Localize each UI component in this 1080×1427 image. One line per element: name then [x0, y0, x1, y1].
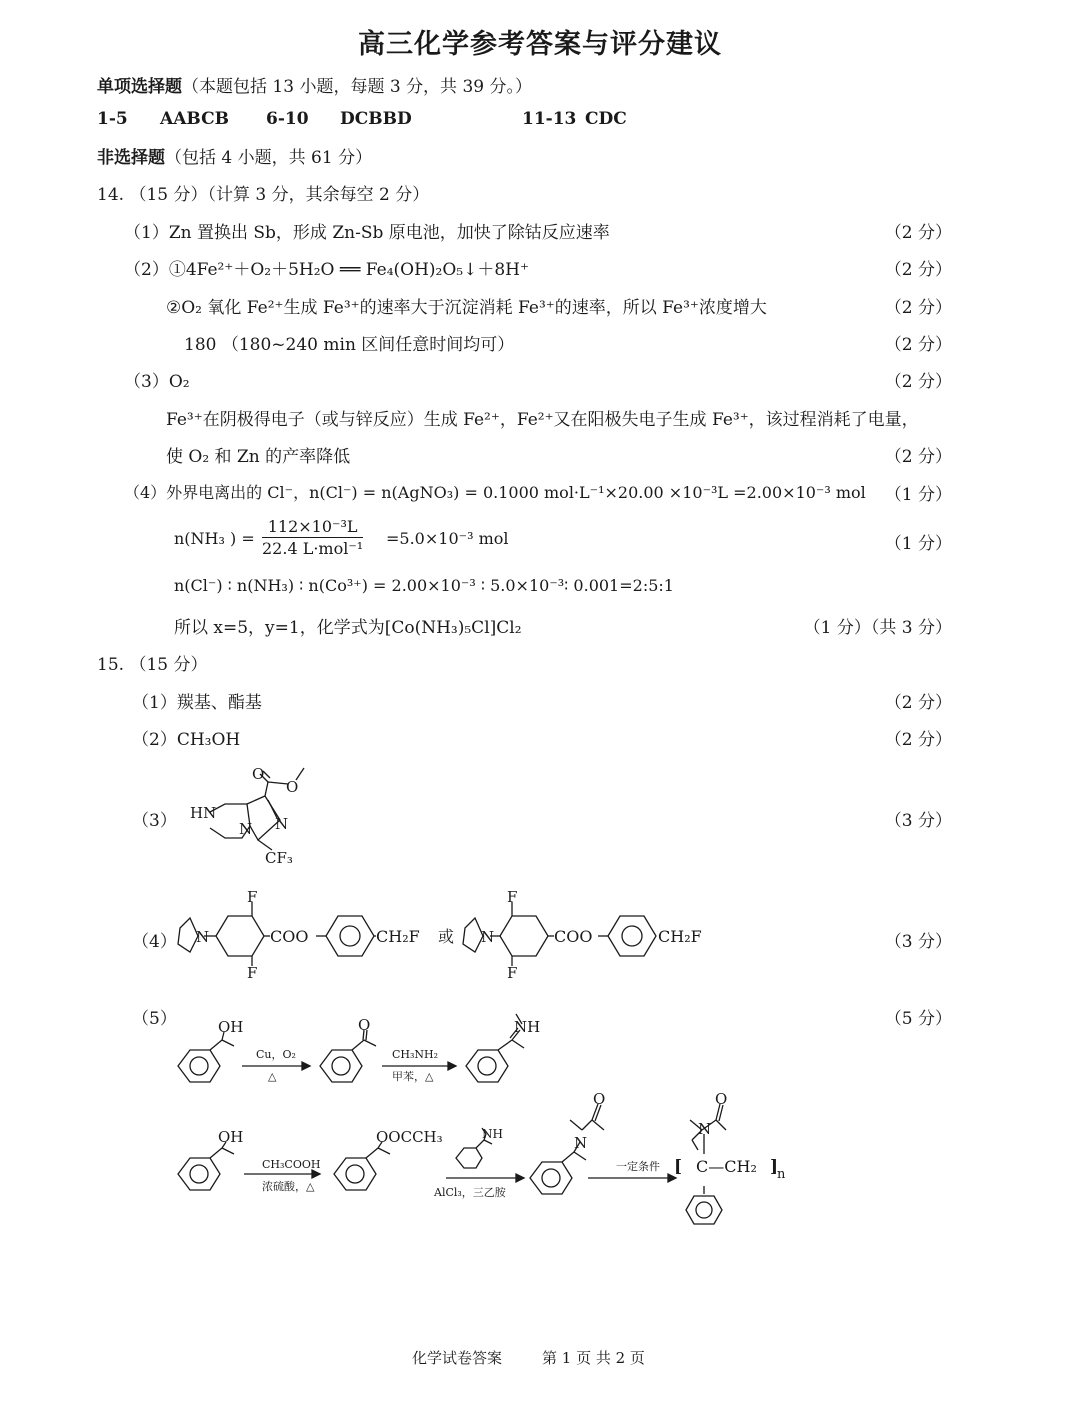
q14-part4b-score: （1 分）	[884, 534, 952, 554]
q14-part4b-lhs: n(NH₃ ) =	[174, 529, 255, 548]
q15-part5-route1	[170, 1010, 570, 1100]
q14-part3c-score: （2 分）	[884, 447, 952, 467]
carbonyl-oxygen-label: O	[252, 765, 265, 783]
q14-part1-score: （2 分）	[884, 223, 952, 243]
q14-part4a: （4）外界电离出的 Cl⁻，n(Cl⁻) = n(AgNO₃) = 0.1000 mol·L⁻¹×20.00 ×10⁻³L =2.00×10⁻³ mol	[124, 483, 866, 502]
polymer-bracket-right: ]	[770, 1157, 779, 1177]
mc-note: （本题包括 13 小题，每题 3 分，共 39 分。）	[182, 77, 533, 97]
q14-part2a-score: （2 分）	[884, 260, 952, 280]
struct-b-f-top: F	[507, 888, 518, 906]
bridge-n-label: N	[239, 820, 253, 838]
cond3-bottom: 浓硫酸，△	[262, 1180, 315, 1193]
q15-part4-label: （4）	[132, 932, 177, 952]
mc-answers-3: CDC	[585, 109, 627, 129]
struct-b-coo: COO	[554, 927, 593, 946]
q14-part4d-score: （1 分）（共 3 分）	[803, 618, 952, 638]
q15-part1-score: （2 分）	[884, 693, 952, 713]
q15-part3-label: （3）	[132, 811, 177, 831]
nonmc-heading: 非选择题	[97, 148, 165, 168]
mc-section-heading	[97, 72, 532, 97]
cond4-bottom: AlCl₃，三乙胺	[434, 1186, 506, 1199]
fraction-numerator: 112×10⁻³L	[262, 517, 363, 538]
q15-part3-structure	[180, 760, 330, 870]
q15-part4-structures	[170, 888, 730, 988]
q14-part3c: 使 O₂ 和 Zn 的产率降低	[166, 447, 351, 467]
q14-part3a-score: （2 分）	[884, 372, 952, 392]
page-title: 高三化学参考答案与评分建议	[358, 29, 722, 60]
struct-b-n-label: N	[481, 928, 495, 946]
q14-part2c: 180 （180~240 min 区间任意时间均可）	[184, 335, 515, 355]
q14-part2b: ②O₂ 氧化 Fe²⁺生成 Fe³⁺的速率大于沉淀消耗 Fe³⁺的速率，所以 Fe³⁺浓度增大	[166, 298, 767, 318]
q14-part1: （1）Zn 置换出 Sb，形成 Zn-Sb 原电池，加快了除钴反应速率	[124, 223, 610, 243]
cond5-top: 一定条件	[616, 1160, 660, 1173]
cond2-bottom: 甲苯，△	[392, 1070, 434, 1083]
struct-b-ch2f: CH₂F	[658, 927, 702, 946]
q15-header: 15. （15 分）	[97, 655, 208, 675]
ester-oxygen-label: O	[286, 778, 299, 796]
q14-part2c-score: （2 分）	[884, 335, 952, 355]
r1-nh-label: NH	[514, 1018, 541, 1036]
polymer-n-subscript: n	[777, 1167, 786, 1182]
cf3-label: CF₃	[265, 849, 293, 867]
mc-range-3: 11-13	[522, 109, 577, 129]
q15-part5-score: （5 分）	[884, 1009, 952, 1029]
q15-part4-score: （3 分）	[884, 932, 952, 952]
nonmc-section-heading	[97, 143, 372, 168]
polymer-bracket-left: [	[674, 1157, 683, 1177]
struct-b-f-bottom: F	[507, 964, 518, 982]
q14-part2a: （2）①4Fe²⁺＋O₂＋5H₂O ══ Fe₄(OH)₂O₅↓＋8H⁺	[124, 260, 529, 280]
oocch3-label: OOCCH₃	[376, 1128, 443, 1146]
q14-part4c: n(Cl⁻) ∶ n(NH₃) ∶ n(Co³⁺) = 2.00×10⁻³ ∶ 5.0×10⁻³∶ 0.001=2:5:1	[174, 576, 674, 595]
q14-part3b: Fe³⁺在阴极得电子（或与锌反应）生成 Fe²⁺，Fe²⁺又在阳极失电子生成 Fe³⁺，该过程消耗了电量，	[166, 410, 919, 430]
cond1-bottom: △	[268, 1070, 277, 1083]
q15-part5-route2	[170, 1090, 810, 1240]
amide-n-label: N	[574, 1134, 588, 1152]
q14-part4b-rhs: =5.0×10⁻³ mol	[386, 529, 509, 548]
polymer-o-label: O	[715, 1090, 728, 1108]
q14-part2b-score: （2 分）	[884, 298, 952, 318]
cond1-top: Cu，O₂	[256, 1048, 296, 1061]
mc-range-2: 6-10	[266, 109, 309, 129]
mc-answers-2: DCBBD	[340, 109, 412, 129]
r2-oh-label: OH	[218, 1128, 244, 1146]
polymer-n-label: N	[698, 1120, 712, 1138]
cond3-top: CH₃COOH	[262, 1158, 321, 1171]
struct-a-f-top: F	[247, 888, 258, 906]
q15-part3-score: （3 分）	[884, 811, 952, 831]
ring-n-label: N	[275, 815, 289, 833]
mc-answers-1: AABCB	[160, 109, 229, 129]
r1-oh-label: OH	[218, 1018, 244, 1036]
struct-a-f-bottom: F	[247, 964, 258, 982]
q14-header: 14. （15 分）（计算 3 分，其余每空 2 分）	[97, 185, 430, 205]
q14-part4d: 所以 x=5，y=1，化学式为[Co(NH₃)₅Cl]Cl₂	[174, 618, 522, 638]
mc-heading: 单项选择题	[97, 77, 182, 97]
fraction-denominator: 22.4 L·mol⁻¹	[262, 539, 364, 558]
amide-o-label: O	[593, 1090, 606, 1108]
q14-part4a-score: （1 分）	[884, 485, 952, 505]
struct-a-coo: COO	[270, 927, 309, 946]
r2-nh-label: NH	[482, 1127, 503, 1141]
mc-range-1: 1-5	[97, 109, 128, 129]
r1-o-label: O	[358, 1016, 371, 1034]
q14-part4b-fraction	[262, 517, 363, 558]
footer-title: 化学试卷答案	[412, 1349, 503, 1367]
cond2-top: CH₃NH₂	[392, 1048, 439, 1061]
nonmc-note: （包括 4 小题，共 61 分）	[165, 148, 373, 168]
q15-part2: （2）CH₃OH	[132, 730, 241, 750]
struct-a-ch2f: CH₂F	[376, 927, 420, 946]
hn-label: HN	[190, 804, 217, 822]
or-label: 或	[438, 927, 455, 946]
q15-part5-label: （5）	[132, 1009, 177, 1029]
struct-a-n-label: N	[196, 928, 210, 946]
footer-page-number: 第 1 页 共 2 页	[542, 1349, 645, 1367]
q15-part2-score: （2 分）	[884, 730, 952, 750]
q14-part3a: （3）O₂	[124, 372, 190, 392]
q15-part1: （1）羰基、酯基	[132, 693, 262, 713]
polymer-chain: C—CH₂	[696, 1157, 757, 1176]
